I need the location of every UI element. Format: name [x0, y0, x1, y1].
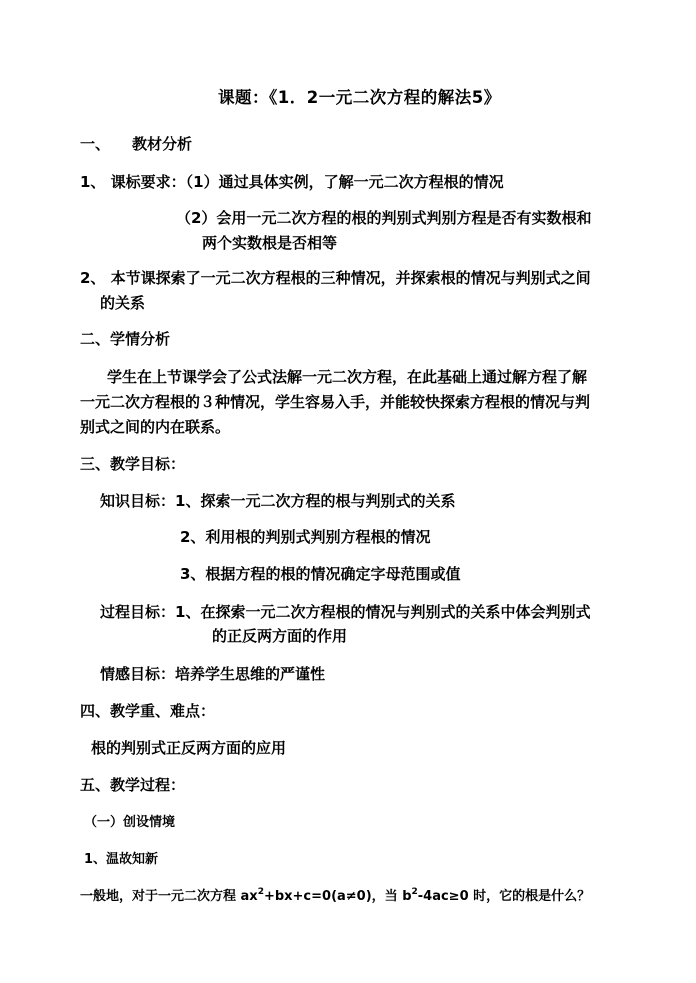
lesson-summary-line1: 2、 本节课探索了一元二次方程根的三种情况，并探索根的情况与判别式之间	[80, 269, 591, 287]
student-analysis-line1: 学生在上节课学会了公式法解一元二次方程，在此基础上通过解方程了解	[107, 368, 588, 386]
section-1-number: 一、	[80, 135, 111, 153]
section-2-heading: 二、学情分析	[80, 330, 171, 348]
question-exponent-2: 2	[411, 886, 418, 897]
student-analysis-line2: 一元二次方程根的３种情况，学生容易入手，并能较快探索方程根的情况与判	[80, 393, 591, 411]
review-heading: 1、温故知新	[84, 852, 159, 867]
page-title: 课题：《1．2一元二次方程的解法5》	[218, 88, 501, 107]
key-difficulty: 根的判别式正反两方面的应用	[91, 739, 287, 757]
curriculum-requirement-2-line1: （2）会用一元二次方程的根的判别式判别方程是否有实数根和	[176, 209, 592, 227]
question-part-3: -4ac≥0 时，它的根是什么？	[417, 889, 591, 904]
student-analysis-line3: 别式之间的内在联系。	[80, 418, 231, 436]
knowledge-goal-3: 3、根据方程的根的情况确定字母范围或值	[180, 565, 461, 583]
section-4-heading: 四、教学重、难点：	[80, 702, 216, 720]
process-goal-line1: 过程目标：1、在探索一元二次方程根的情况与判别式的关系中体会判别式	[100, 603, 591, 621]
section-1-heading: 教材分析	[132, 135, 193, 153]
review-question	[80, 887, 590, 907]
curriculum-requirement-1: 1、 课标要求：（1）通过具体实例，了解一元二次方程根的情况	[80, 173, 504, 191]
question-part-1: 一般地，对于一元二次方程 ax	[80, 889, 258, 904]
question-exponent-1: 2	[257, 886, 264, 897]
knowledge-goal-1: 知识目标：1、探索一元二次方程的根与判别式的关系	[100, 492, 456, 510]
section-5-heading: 五、教学过程：	[80, 776, 186, 794]
process-goal-line2: 的正反两方面的作用	[212, 627, 348, 645]
section-3-heading: 三、教学目标：	[80, 455, 186, 473]
lesson-summary-line2: 的关系	[100, 294, 146, 312]
emotion-goal: 情感目标：培养学生思维的严谨性	[100, 665, 326, 683]
subsection-create-situation: （一）创设情境	[84, 815, 176, 830]
knowledge-goal-2: 2、利用根的判别式判别方程根的情况	[180, 528, 431, 546]
question-part-2: +bx+c=0(a≠0)，当 b	[263, 889, 412, 904]
curriculum-requirement-2-line2: 两个实数根是否相等	[202, 234, 338, 252]
